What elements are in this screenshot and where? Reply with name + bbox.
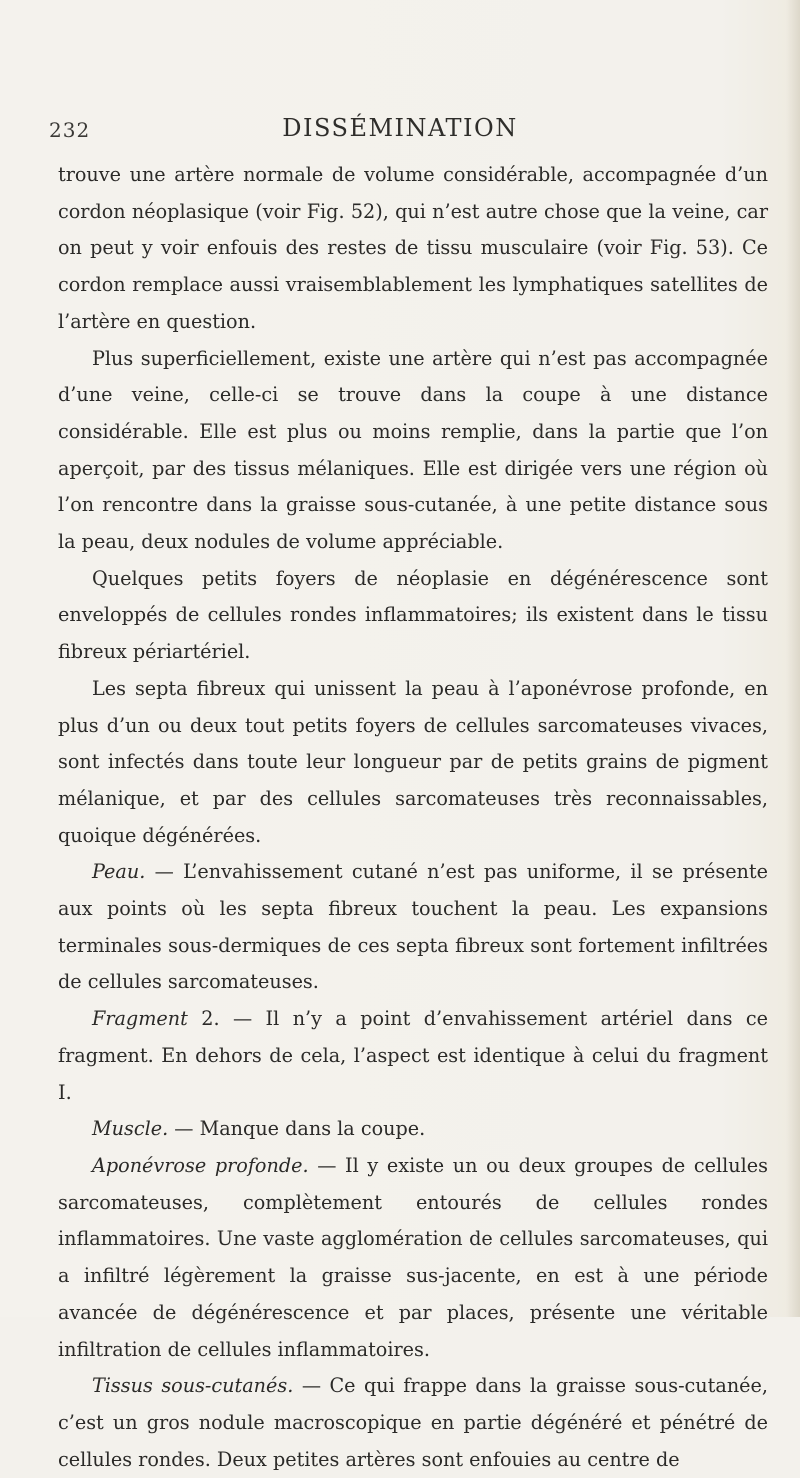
paragraph-text: — Ce qui frappe dans la graisse sous-cutanée, c’est un gros nodule macroscopique en partie dégénéré et pénétré de cellules rondes. Deux petites artères sont enfouies au centre de bbox=[58, 1374, 768, 1471]
paragraph-text: Plus superficiellement, existe une artère qui n’est pas accompagnée d’une veine, celle-ci se trouve dans la coupe à une distance considérable. Elle est plus ou moins remplie, dans la partie que l’on aperçoit, par des tissus mélaniques. Elle est dirigée vers une région où l’on rencontre dans la graisse sous-cutanée, à une petite distance sous la peau, deux nodules de volume appréciable. bbox=[58, 346, 768, 554]
paragraph bbox=[58, 854, 768, 1001]
section-lead: Aponévrose profonde. bbox=[92, 1153, 309, 1177]
paragraph-text: — Manque dans la coupe. bbox=[168, 1117, 426, 1141]
paragraph-text: Les septa fibreux qui unissent la peau à l’aponévrose profonde, en plus d’un ou deux tout petits foyers de cellules sarcomateuses vivaces, sont infectés dans toute leur longueur par de petits grains de pigment mélanique, et par des cellules sarcomateuses très reconnaissables, quoique dégénérées. bbox=[58, 676, 768, 847]
paragraph bbox=[58, 1111, 768, 1148]
paragraph-text: Quelques petits foyers de néoplasie en dégénérescence sont enveloppés de cellules rondes inflammatoires; ils existent dans le tissu fibreux périartériel. bbox=[58, 566, 768, 664]
paragraph bbox=[58, 671, 768, 855]
section-lead: Fragment bbox=[92, 1007, 188, 1031]
paragraph bbox=[58, 157, 768, 341]
paragraph-text: 2. — Il n’y a point d’envahissement artériel dans ce fragment. En dehors de cela, l’aspect est identique à celui du fragment I. bbox=[58, 1007, 768, 1104]
paragraph-text: — L’envahissement cutané n’est pas uniforme, il se présente aux points où les septa fibreux touchent la peau. Les expansions terminales sous-dermiques de ces septa fibreux sont fortement infiltrées de cellules sarcomateuses. bbox=[58, 860, 768, 994]
paragraph bbox=[58, 561, 768, 671]
paragraph-text: — Il y existe un ou deux groupes de cellules sarcomateuses, complètement entourés de cellules rondes inflammatoires. Une vaste agglomération de cellules sarcomateuses, qui a infiltré légèrement la graisse sus-jacente, en est à une période avancée de dégénérescence et par places, présente une véritable infiltration de cellules inflammatoires. bbox=[58, 1153, 768, 1361]
paragraph-text: trouve une artère normale de volume considérable, accompagnée d’un cordon néoplasique (voir Fig. 52), qui n’est autre chose que la veine, car on peut y voir enfouis des restes de tissu musculaire (voir Fig. 53). Ce cordon remplace aussi vraisemblablement les lymphatiques satellites de l’artère en question. bbox=[58, 163, 768, 333]
section-lead: Muscle. bbox=[92, 1117, 169, 1141]
page-number: 232 bbox=[49, 118, 91, 142]
paragraph bbox=[58, 1148, 768, 1368]
section-lead: Tissus sous-cutanés. bbox=[92, 1374, 294, 1398]
paragraph bbox=[58, 1001, 768, 1111]
running-title: DISSÉMINATION bbox=[282, 114, 518, 142]
paragraph bbox=[58, 1368, 768, 1478]
page-edge-shadow bbox=[786, 0, 800, 1317]
body-text bbox=[58, 157, 768, 1478]
paragraph bbox=[58, 341, 768, 561]
section-lead: Peau. bbox=[92, 860, 146, 884]
page-header bbox=[0, 114, 800, 154]
